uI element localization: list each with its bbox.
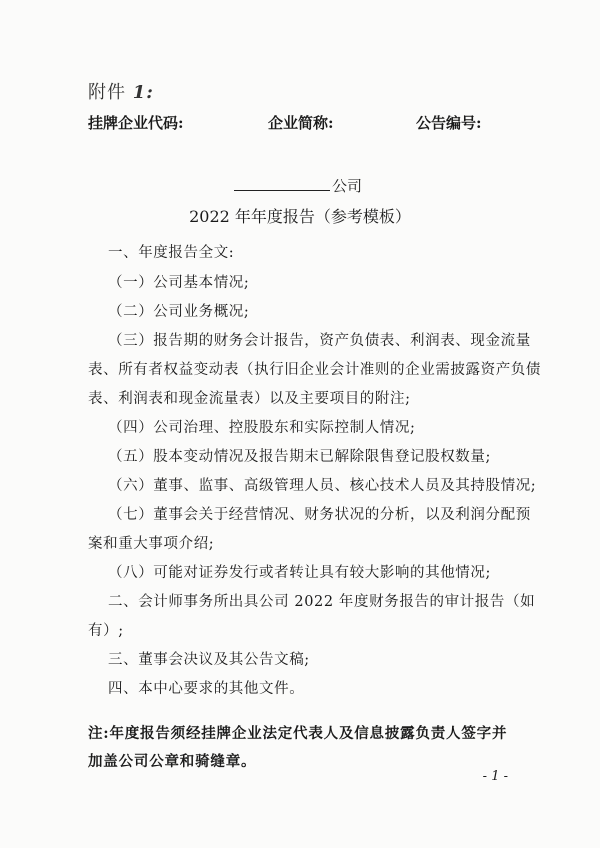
body-line: （一）公司基本情况; — [108, 275, 250, 291]
company-name-line — [234, 175, 362, 196]
notice-number-label: 公告编号: — [416, 114, 482, 132]
body-line: （五）股本变动情况及报告期末已解除限售登记股权数量; — [108, 449, 491, 465]
company-suffix: 公司 — [332, 177, 363, 195]
body-line: 案和重大事项介绍; — [88, 536, 215, 552]
short-name-label: 企业简称: — [268, 114, 334, 132]
body-line: （七）董事会关于经营情况、财务状况的分析，以及利润分配预 — [108, 507, 531, 523]
body-line: 表、所有者权益变动表（执行旧企业会计准则的企业需披露资产负债 — [88, 362, 541, 378]
body-line: （二）公司业务概况; — [108, 304, 250, 320]
body-line: （四）公司治理、控股股东和实际控制人情况; — [108, 420, 416, 436]
note-line-1: 注:年度报告须经挂牌企业法定代表人及信息披露负责人签字并 — [88, 725, 508, 742]
body-line: （三）报告期的财务会计报告，资产负债表、利润表、现金流量 — [108, 333, 531, 349]
body-line: （八）可能对证券发行或者转让具有较大影响的其他情况; — [108, 565, 491, 581]
body-line: 四、本中心要求的其他文件。 — [108, 681, 305, 697]
body-line: 一、年度报告全文: — [108, 245, 235, 261]
body-line: 三、董事会决议及其公告文稿; — [108, 652, 310, 668]
attachment-number: 1: — [132, 82, 154, 103]
company-name-blank — [234, 176, 330, 191]
body-line: 表、利润表和现金流量表）以及主要项目的附注; — [88, 391, 411, 407]
body-line: （六）董事、监事、高级管理人员、核心技术人员及其持股情况; — [108, 478, 537, 494]
body-line: 有）; — [88, 623, 124, 639]
page-number: - 1 - — [482, 769, 508, 784]
note-line-2: 加盖公司公章和骑缝章。 — [88, 753, 257, 770]
attachment-text: 附件 — [88, 82, 126, 103]
body-line: 二、会计师事务所出具公司 2022 年度财务报告的审计报告（如 — [108, 594, 536, 610]
attachment-label — [88, 78, 154, 104]
stock-code-label: 挂牌企业代码: — [88, 114, 184, 132]
report-title: 2022 年年度报告（参考模板） — [189, 207, 411, 226]
